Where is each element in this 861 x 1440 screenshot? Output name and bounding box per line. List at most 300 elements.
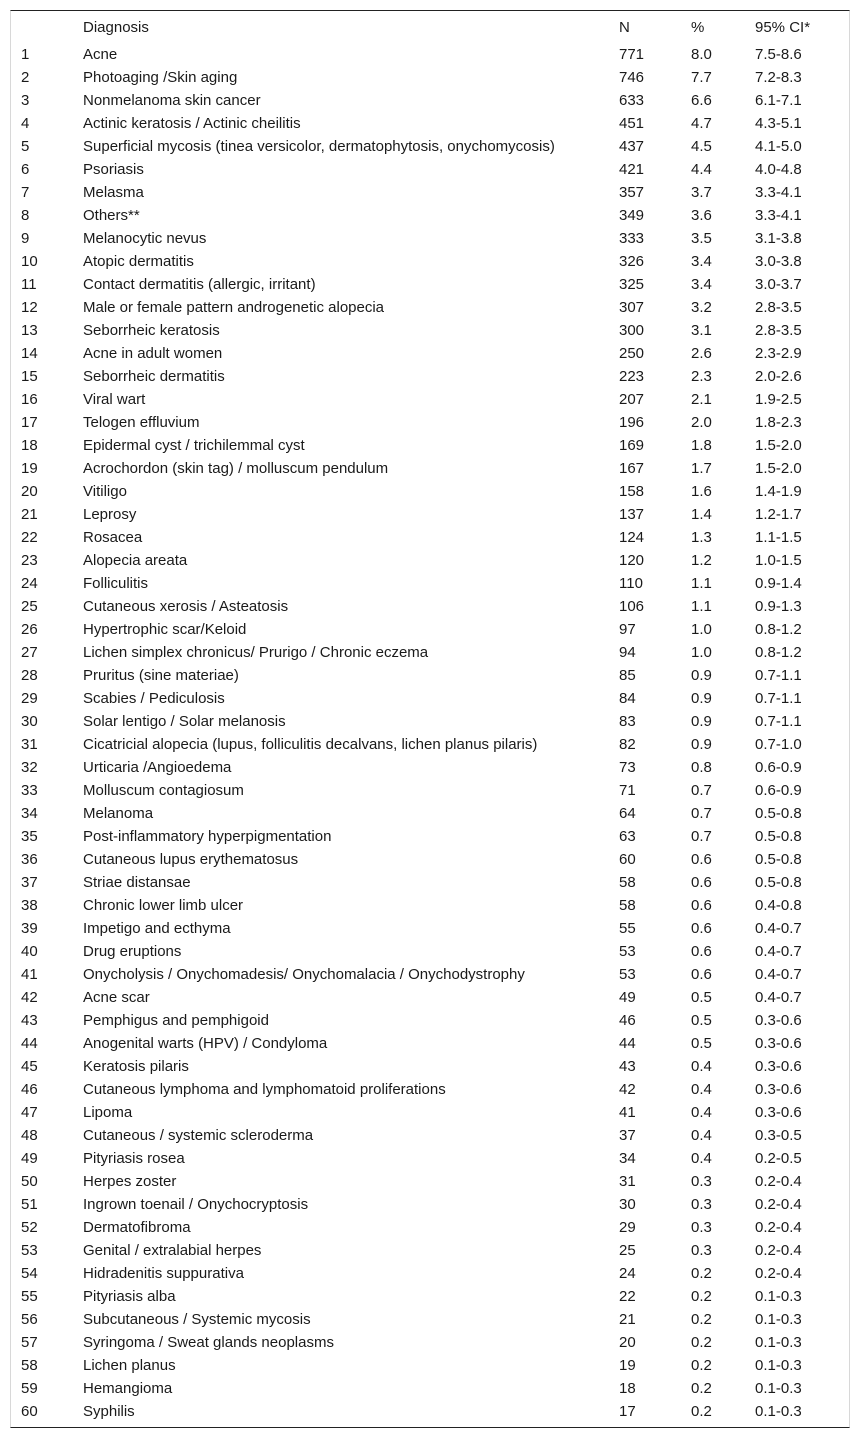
count-cell: 58 — [619, 874, 636, 891]
count-cell: 169 — [619, 437, 645, 454]
table-row — [11, 112, 849, 135]
percent-cell: 1.7 — [691, 460, 712, 477]
diagnosis-cell: Molluscum contagiosum — [83, 782, 244, 799]
table-row — [11, 986, 849, 1009]
table-row — [11, 1308, 849, 1331]
row-number: 11 — [21, 276, 37, 293]
row-number: 44 — [21, 1035, 38, 1052]
row-number: 54 — [21, 1265, 38, 1282]
table-row — [11, 1032, 849, 1055]
ci-cell: 3.3-4.1 — [755, 207, 802, 224]
row-number: 56 — [21, 1311, 38, 1328]
table-row — [11, 687, 849, 710]
count-cell: 167 — [619, 460, 645, 477]
header-diagnosis: Diagnosis — [83, 19, 149, 36]
diagnosis-cell: Acrochordon (skin tag) / molluscum pendulum — [83, 460, 389, 477]
percent-cell: 0.3 — [691, 1196, 712, 1213]
count-cell: 46 — [619, 1012, 636, 1029]
diagnosis-table-container — [10, 10, 850, 1428]
table-row — [11, 1101, 849, 1124]
ci-cell: 7.5-8.6 — [755, 46, 802, 63]
diagnosis-cell: Cicatricial alopecia (lupus, folliculitis decalvans, lichen planus pilaris) — [83, 736, 538, 753]
percent-cell: 0.2 — [691, 1288, 712, 1305]
count-cell: 325 — [619, 276, 645, 293]
count-cell: 37 — [619, 1127, 636, 1144]
count-cell: 746 — [619, 69, 645, 86]
percent-cell: 1.0 — [691, 621, 712, 638]
ci-cell: 0.4-0.7 — [755, 966, 802, 983]
percent-cell: 0.6 — [691, 897, 712, 914]
row-number: 20 — [21, 483, 38, 500]
row-number: 53 — [21, 1242, 38, 1259]
percent-cell: 0.9 — [691, 713, 712, 730]
percent-cell: 2.6 — [691, 345, 712, 362]
ci-cell: 0.8-1.2 — [755, 644, 802, 661]
row-number: 30 — [21, 713, 38, 730]
ci-cell: 1.1-1.5 — [755, 529, 802, 546]
ci-cell: 0.2-0.4 — [755, 1242, 802, 1259]
percent-cell: 0.3 — [691, 1242, 712, 1259]
diagnosis-cell: Ingrown toenail / Onychocryptosis — [83, 1196, 309, 1213]
ci-cell: 3.3-4.1 — [755, 184, 802, 201]
ci-cell: 2.8-3.5 — [755, 299, 802, 316]
count-cell: 421 — [619, 161, 645, 178]
row-number: 26 — [21, 621, 38, 638]
ci-cell: 0.1-0.3 — [755, 1403, 802, 1420]
ci-cell: 0.2-0.4 — [755, 1173, 802, 1190]
row-number: 24 — [21, 575, 38, 592]
percent-cell: 1.6 — [691, 483, 712, 500]
table-body — [11, 43, 849, 1423]
table-row — [11, 66, 849, 89]
diagnosis-cell: Viral wart — [83, 391, 146, 408]
ci-cell: 0.5-0.8 — [755, 851, 802, 868]
ci-cell: 1.5-2.0 — [755, 460, 802, 477]
percent-cell: 1.8 — [691, 437, 712, 454]
row-number: 4 — [21, 115, 30, 132]
count-cell: 63 — [619, 828, 636, 845]
count-cell: 633 — [619, 92, 645, 109]
count-cell: 17 — [619, 1403, 636, 1420]
count-cell: 18 — [619, 1380, 636, 1397]
table-row — [11, 595, 849, 618]
table-row — [11, 181, 849, 204]
diagnosis-cell: Hypertrophic scar/Keloid — [83, 621, 247, 638]
count-cell: 42 — [619, 1081, 636, 1098]
table-row — [11, 526, 849, 549]
table-row — [11, 940, 849, 963]
header-percent: % — [691, 19, 705, 36]
count-cell: 250 — [619, 345, 645, 362]
percent-cell: 4.7 — [691, 115, 712, 132]
row-number: 36 — [21, 851, 38, 868]
table-row — [11, 89, 849, 112]
percent-cell: 0.5 — [691, 1035, 712, 1052]
ci-cell: 0.7-1.1 — [755, 667, 802, 684]
diagnosis-cell: Cutaneous lymphoma and lymphomatoid proliferations — [83, 1081, 446, 1098]
ci-cell: 0.2-0.4 — [755, 1196, 802, 1213]
count-cell: 85 — [619, 667, 636, 684]
count-cell: 94 — [619, 644, 636, 661]
ci-cell: 6.1-7.1 — [755, 92, 802, 109]
percent-cell: 8.0 — [691, 46, 712, 63]
table-row — [11, 1216, 849, 1239]
percent-cell: 6.6 — [691, 92, 712, 109]
diagnosis-cell: Others** — [83, 207, 140, 224]
ci-cell: 0.7-1.0 — [755, 736, 802, 753]
ci-cell: 0.1-0.3 — [755, 1380, 802, 1397]
row-number: 58 — [21, 1357, 38, 1374]
row-number: 47 — [21, 1104, 38, 1121]
ci-cell: 1.9-2.5 — [755, 391, 802, 408]
ci-cell: 0.8-1.2 — [755, 621, 802, 638]
row-number: 55 — [21, 1288, 38, 1305]
diagnosis-cell: Pruritus (sine materiae) — [83, 667, 239, 684]
diagnosis-cell: Cutaneous xerosis / Asteatosis — [83, 598, 289, 615]
count-cell: 110 — [619, 575, 643, 592]
row-number: 49 — [21, 1150, 38, 1167]
percent-cell: 4.4 — [691, 161, 712, 178]
table-row — [11, 319, 849, 342]
percent-cell: 0.2 — [691, 1311, 712, 1328]
percent-cell: 0.9 — [691, 690, 712, 707]
table-row — [11, 43, 849, 66]
row-number: 2 — [21, 69, 30, 86]
row-number: 23 — [21, 552, 38, 569]
row-number: 29 — [21, 690, 38, 707]
ci-cell: 0.1-0.3 — [755, 1357, 802, 1374]
count-cell: 307 — [619, 299, 645, 316]
diagnosis-cell: Pemphigus and pemphigoid — [83, 1012, 269, 1029]
ci-cell: 0.5-0.8 — [755, 874, 802, 891]
diagnosis-cell: Onycholysis / Onychomadesis/ Onychomalacia / Onychodystrophy — [83, 966, 525, 983]
diagnosis-cell: Atopic dermatitis — [83, 253, 194, 270]
row-number: 51 — [21, 1196, 38, 1213]
table-row — [11, 871, 849, 894]
table-row — [11, 158, 849, 181]
percent-cell: 0.2 — [691, 1265, 712, 1282]
row-number: 9 — [21, 230, 30, 247]
diagnosis-cell: Subcutaneous / Systemic mycosis — [83, 1311, 311, 1328]
percent-cell: 0.2 — [691, 1380, 712, 1397]
count-cell: 120 — [619, 552, 645, 569]
diagnosis-cell: Pityriasis rosea — [83, 1150, 185, 1167]
count-cell: 20 — [619, 1334, 636, 1351]
count-cell: 53 — [619, 943, 636, 960]
table-row — [11, 779, 849, 802]
table-row — [11, 457, 849, 480]
diagnosis-cell: Telogen effluvium — [83, 414, 200, 431]
table-row — [11, 135, 849, 158]
percent-cell: 3.6 — [691, 207, 712, 224]
row-number: 28 — [21, 667, 38, 684]
row-number: 8 — [21, 207, 30, 224]
diagnosis-cell: Acne scar — [83, 989, 150, 1006]
count-cell: 73 — [619, 759, 636, 776]
percent-cell: 0.4 — [691, 1104, 712, 1121]
count-cell: 31 — [619, 1173, 636, 1190]
header-ci: 95% CI* — [755, 19, 811, 36]
diagnosis-cell: Psoriasis — [83, 161, 144, 178]
diagnosis-cell: Seborrheic keratosis — [83, 322, 220, 339]
count-cell: 64 — [619, 805, 636, 822]
diagnosis-cell: Superficial mycosis (tinea versicolor, dermatophytosis, onychomycosis) — [83, 138, 555, 155]
percent-cell: 0.6 — [691, 943, 712, 960]
count-cell: 83 — [619, 713, 636, 730]
count-cell: 451 — [619, 115, 645, 132]
percent-cell: 0.2 — [691, 1357, 712, 1374]
count-cell: 44 — [619, 1035, 636, 1052]
ci-cell: 0.3-0.6 — [755, 1104, 802, 1121]
count-cell: 82 — [619, 736, 636, 753]
ci-cell: 0.7-1.1 — [755, 713, 802, 730]
count-cell: 158 — [619, 483, 645, 500]
diagnosis-cell: Acne — [83, 46, 118, 63]
ci-cell: 0.7-1.1 — [755, 690, 802, 707]
row-number: 3 — [21, 92, 30, 109]
row-number: 43 — [21, 1012, 38, 1029]
ci-cell: 0.1-0.3 — [755, 1311, 802, 1328]
table-row — [11, 434, 849, 457]
diagnosis-cell: Melanoma — [83, 805, 154, 822]
count-cell: 300 — [619, 322, 645, 339]
diagnosis-cell: Syringoma / Sweat glands neoplasms — [83, 1334, 334, 1351]
table-row — [11, 1170, 849, 1193]
diagnosis-cell: Pityriasis alba — [83, 1288, 176, 1305]
ci-cell: 0.3-0.6 — [755, 1012, 802, 1029]
diagnosis-cell: Solar lentigo / Solar melanosis — [83, 713, 286, 730]
diagnosis-cell: Lichen planus — [83, 1357, 176, 1374]
row-number: 59 — [21, 1380, 38, 1397]
row-number: 60 — [21, 1403, 38, 1420]
table-row — [11, 365, 849, 388]
percent-cell: 1.4 — [691, 506, 712, 523]
diagnosis-cell: Dermatofibroma — [83, 1219, 191, 1236]
count-cell: 34 — [619, 1150, 636, 1167]
percent-cell: 3.4 — [691, 253, 712, 270]
percent-cell: 0.3 — [691, 1173, 712, 1190]
count-cell: 124 — [619, 529, 645, 546]
percent-cell: 3.2 — [691, 299, 712, 316]
row-number: 15 — [21, 368, 38, 385]
percent-cell: 0.7 — [691, 782, 712, 799]
ci-cell: 0.6-0.9 — [755, 782, 802, 799]
table-row — [11, 618, 849, 641]
header-number — [11, 11, 83, 43]
table-row — [11, 388, 849, 411]
ci-cell: 4.0-4.8 — [755, 161, 802, 178]
ci-cell: 0.3-0.6 — [755, 1058, 802, 1075]
row-number: 14 — [21, 345, 38, 362]
percent-cell: 0.6 — [691, 851, 712, 868]
table-row — [11, 411, 849, 434]
percent-cell: 1.1 — [691, 575, 712, 592]
diagnosis-cell: Melasma — [83, 184, 144, 201]
table-row — [11, 1285, 849, 1308]
percent-cell: 2.1 — [691, 391, 712, 408]
header-n: N — [619, 19, 630, 36]
diagnosis-cell: Epidermal cyst / trichilemmal cyst — [83, 437, 305, 454]
count-cell: 19 — [619, 1357, 636, 1374]
table-row — [11, 664, 849, 687]
count-cell: 25 — [619, 1242, 636, 1259]
percent-cell: 0.6 — [691, 874, 712, 891]
count-cell: 53 — [619, 966, 636, 983]
ci-cell: 2.0-2.6 — [755, 368, 802, 385]
percent-cell: 4.5 — [691, 138, 712, 155]
percent-cell: 0.7 — [691, 805, 712, 822]
count-cell: 41 — [619, 1104, 636, 1121]
percent-cell: 0.8 — [691, 759, 712, 776]
table-row — [11, 1078, 849, 1101]
row-number: 38 — [21, 897, 38, 914]
count-cell: 43 — [619, 1058, 636, 1075]
table-row — [11, 1331, 849, 1354]
diagnosis-cell: Hidradenitis suppurativa — [83, 1265, 244, 1282]
count-cell: 223 — [619, 368, 645, 385]
row-number: 10 — [21, 253, 38, 270]
table-row — [11, 503, 849, 526]
percent-cell: 0.4 — [691, 1058, 712, 1075]
diagnosis-cell: Lipoma — [83, 1104, 133, 1121]
row-number: 39 — [21, 920, 38, 937]
percent-cell: 0.6 — [691, 920, 712, 937]
table-row — [11, 756, 849, 779]
ci-cell: 1.5-2.0 — [755, 437, 802, 454]
percent-cell: 2.0 — [691, 414, 712, 431]
ci-cell: 0.4-0.7 — [755, 943, 802, 960]
ci-cell: 0.2-0.4 — [755, 1265, 802, 1282]
diagnosis-cell: Drug eruptions — [83, 943, 182, 960]
row-number: 46 — [21, 1081, 38, 1098]
ci-cell: 0.2-0.4 — [755, 1219, 802, 1236]
percent-cell: 1.3 — [691, 529, 712, 546]
row-number: 45 — [21, 1058, 38, 1075]
count-cell: 196 — [619, 414, 645, 431]
row-number: 48 — [21, 1127, 38, 1144]
percent-cell: 0.4 — [691, 1150, 712, 1167]
table-row — [11, 549, 849, 572]
diagnosis-cell: Seborrheic dermatitis — [83, 368, 225, 385]
ci-cell: 3.0-3.7 — [755, 276, 802, 293]
row-number: 6 — [21, 161, 30, 178]
diagnosis-cell: Acne in adult women — [83, 345, 223, 362]
count-cell: 207 — [619, 391, 645, 408]
diagnosis-cell: Post-inflammatory hyperpigmentation — [83, 828, 332, 845]
ci-cell: 0.3-0.5 — [755, 1127, 802, 1144]
percent-cell: 0.7 — [691, 828, 712, 845]
row-number: 34 — [21, 805, 38, 822]
ci-cell: 1.4-1.9 — [755, 483, 802, 500]
diagnosis-cell: Male or female pattern androgenetic alopecia — [83, 299, 385, 316]
percent-cell: 0.5 — [691, 989, 712, 1006]
row-number: 37 — [21, 874, 38, 891]
count-cell: 106 — [619, 598, 645, 615]
count-cell: 49 — [619, 989, 636, 1006]
table-row — [11, 917, 849, 940]
percent-cell: 3.1 — [691, 322, 712, 339]
ci-cell: 0.6-0.9 — [755, 759, 802, 776]
table-row — [11, 342, 849, 365]
table-row — [11, 733, 849, 756]
percent-cell: 3.7 — [691, 184, 712, 201]
table-row — [11, 1055, 849, 1078]
count-cell: 22 — [619, 1288, 636, 1305]
row-number: 7 — [21, 184, 30, 201]
row-number: 27 — [21, 644, 38, 661]
ci-cell: 0.5-0.8 — [755, 805, 802, 822]
ci-cell: 0.4-0.8 — [755, 897, 802, 914]
diagnosis-cell: Impetigo and ecthyma — [83, 920, 231, 937]
ci-cell: 0.9-1.3 — [755, 598, 802, 615]
table-row — [11, 1400, 849, 1423]
diagnosis-cell: Urticaria /Angioedema — [83, 759, 232, 776]
count-cell: 357 — [619, 184, 645, 201]
percent-cell: 3.5 — [691, 230, 712, 247]
percent-cell: 0.5 — [691, 1012, 712, 1029]
diagnosis-cell: Syphilis — [83, 1403, 135, 1420]
percent-cell: 2.3 — [691, 368, 712, 385]
diagnosis-cell: Melanocytic nevus — [83, 230, 207, 247]
count-cell: 30 — [619, 1196, 636, 1213]
ci-cell: 0.1-0.3 — [755, 1288, 802, 1305]
diagnosis-cell: Hemangioma — [83, 1380, 173, 1397]
ci-cell: 0.4-0.7 — [755, 920, 802, 937]
table-row — [11, 250, 849, 273]
row-number: 32 — [21, 759, 38, 776]
count-cell: 71 — [619, 782, 636, 799]
row-number: 5 — [21, 138, 30, 155]
table-row — [11, 480, 849, 503]
percent-cell: 0.6 — [691, 966, 712, 983]
ci-cell: 4.1-5.0 — [755, 138, 802, 155]
diagnosis-cell: Actinic keratosis / Actinic cheilitis — [83, 115, 301, 132]
table-row — [11, 825, 849, 848]
diagnosis-cell: Cutaneous lupus erythematosus — [83, 851, 299, 868]
count-cell: 84 — [619, 690, 636, 707]
table-row — [11, 1354, 849, 1377]
diagnosis-cell: Vitiligo — [83, 483, 127, 500]
row-number: 18 — [21, 437, 38, 454]
ci-cell: 1.0-1.5 — [755, 552, 802, 569]
diagnosis-cell: Lichen simplex chronicus/ Prurigo / Chronic eczema — [83, 644, 429, 661]
count-cell: 24 — [619, 1265, 636, 1282]
table-row — [11, 894, 849, 917]
percent-cell: 0.9 — [691, 736, 712, 753]
table-row — [11, 296, 849, 319]
percent-cell: 1.1 — [691, 598, 712, 615]
ci-cell: 2.8-3.5 — [755, 322, 802, 339]
row-number: 1 — [21, 46, 30, 63]
table-row — [11, 572, 849, 595]
table-row — [11, 1124, 849, 1147]
row-number: 35 — [21, 828, 38, 845]
ci-cell: 3.0-3.8 — [755, 253, 802, 270]
ci-cell: 0.5-0.8 — [755, 828, 802, 845]
percent-cell: 0.3 — [691, 1219, 712, 1236]
count-cell: 97 — [619, 621, 636, 638]
row-number: 42 — [21, 989, 38, 1006]
count-cell: 58 — [619, 897, 636, 914]
diagnosis-cell: Nonmelanoma skin cancer — [83, 92, 261, 109]
table-row — [11, 1262, 849, 1285]
diagnosis-cell: Alopecia areata — [83, 552, 188, 569]
row-number: 25 — [21, 598, 38, 615]
ci-cell: 4.3-5.1 — [755, 115, 802, 132]
percent-cell: 0.9 — [691, 667, 712, 684]
diagnosis-cell: Scabies / Pediculosis — [83, 690, 225, 707]
count-cell: 771 — [619, 46, 645, 63]
